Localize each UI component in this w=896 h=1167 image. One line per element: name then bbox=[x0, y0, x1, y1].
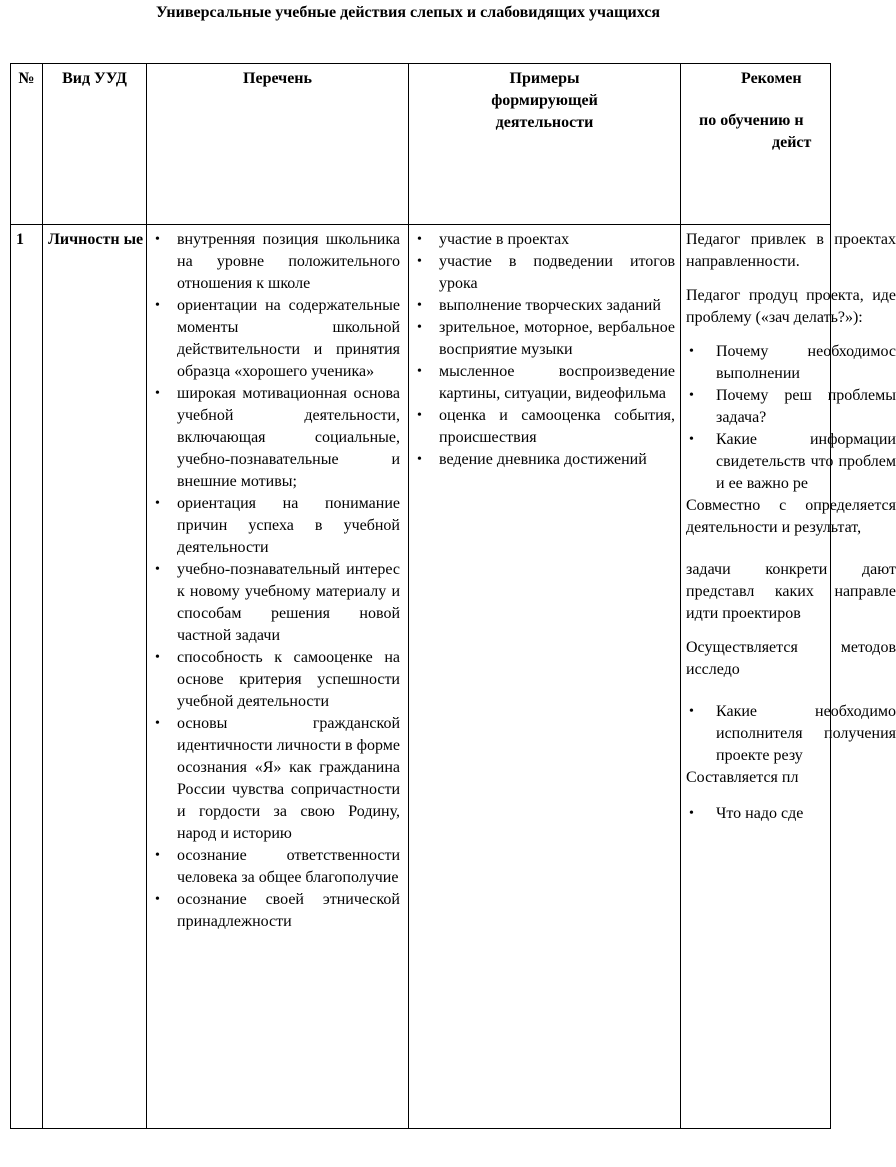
rec-list-item: • Какие необходимо исполнителя получения проекте резу bbox=[686, 701, 896, 767]
header-type: Вид УУД bbox=[43, 64, 147, 225]
list-item: • способность к самооценке на основе критерия успешности учебной деятельности bbox=[152, 647, 400, 713]
document-title: Универсальные учебные действия слепых и слабовидящих учащихся bbox=[156, 4, 660, 21]
recommendations-content bbox=[686, 229, 896, 825]
row-num: 1 bbox=[11, 225, 43, 1129]
header-rec-line1: Рекомен bbox=[741, 70, 802, 87]
rec-paragraph: задачи конкрети дают представл каких направле идти проектиров bbox=[686, 561, 896, 622]
header-list: Перечень bbox=[147, 64, 409, 225]
table-header-row bbox=[11, 64, 831, 225]
rec-list bbox=[686, 803, 896, 825]
rec-paragraph: Педагог привлек в проектах направленности. bbox=[686, 231, 896, 270]
rec-paragraph: Осуществляется методов исследо bbox=[686, 639, 896, 678]
list-item: • осознание ответственности человека за общее благополучие bbox=[152, 845, 400, 889]
examples-cell bbox=[409, 225, 681, 1129]
example-item: • ведение дневника достижений bbox=[414, 449, 675, 471]
example-item: • зрительное, моторное, вербальное восприятие музыки bbox=[414, 317, 675, 361]
list-item: • основы гражданской идентичности личности в форме осознания «Я» как гражданина России чувства сопричастности и гордости за свою Родину, народ и историю bbox=[152, 713, 400, 845]
example-item: • мысленное воспроизведение картины, ситуации, видеофильма bbox=[414, 361, 675, 405]
list-item: • ориентация на понимание причин успеха в учебной деятельности bbox=[152, 493, 400, 559]
row-type: Личностн ые bbox=[43, 225, 147, 1129]
recommendations-cell bbox=[681, 225, 896, 1129]
list-item: • ориентации на содержательные моменты школьной действительности и принятия образца «хорошего ученика» bbox=[152, 295, 400, 383]
rec-paragraph: Педагог продуц проекта, иде проблему («зач делать?»): bbox=[686, 287, 896, 326]
rec-list-item: • Какие информации свидетельств что проблем и ее важно ре bbox=[686, 429, 896, 495]
example-item: • участие в подведении итогов урока bbox=[414, 251, 675, 295]
example-items bbox=[414, 229, 675, 471]
rec-list-item: • Почему необходимос выполнении bbox=[686, 341, 896, 385]
list-items bbox=[152, 229, 403, 933]
list-item: • широкая мотивационная основа учебной деятельности, включающая социальные, учебно-познавательные и внешние мотивы; bbox=[152, 383, 400, 493]
example-item: • выполнение творческих заданий bbox=[414, 295, 675, 317]
list-item: • внутренняя позиция школьника на уровне положительного отношения к школе bbox=[152, 229, 400, 295]
rec-list bbox=[686, 341, 896, 495]
example-item: • оценка и самооценка события, происшествия bbox=[414, 405, 675, 449]
list-item: • осознание своей этнической принадлежности bbox=[152, 889, 400, 933]
rec-list-item: • Почему реш проблемы задача? bbox=[686, 385, 896, 429]
header-rec-line2: по обучению н bbox=[699, 112, 804, 129]
list-item: • учебно-познавательный интерес к новому учебному материалу и способам решения новой частной задачи bbox=[152, 559, 400, 647]
header-recommendations bbox=[681, 64, 831, 225]
rec-list-item: • Что надо сде bbox=[686, 803, 896, 825]
rec-paragraph: Составляется пл bbox=[686, 769, 799, 786]
rec-list bbox=[686, 701, 896, 767]
uud-table bbox=[10, 63, 896, 1129]
list-cell bbox=[147, 225, 409, 1129]
header-examples-text: Примеры формирующей деятельности bbox=[491, 70, 598, 131]
header-examples bbox=[409, 64, 681, 225]
example-item: • участие в проектах bbox=[414, 229, 675, 251]
rec-paragraph: Совместно с определяется деятельности и результат, bbox=[686, 497, 896, 536]
table-row bbox=[11, 225, 831, 1129]
header-rec-line3: дейст bbox=[772, 134, 812, 151]
header-num: № bbox=[11, 64, 43, 225]
